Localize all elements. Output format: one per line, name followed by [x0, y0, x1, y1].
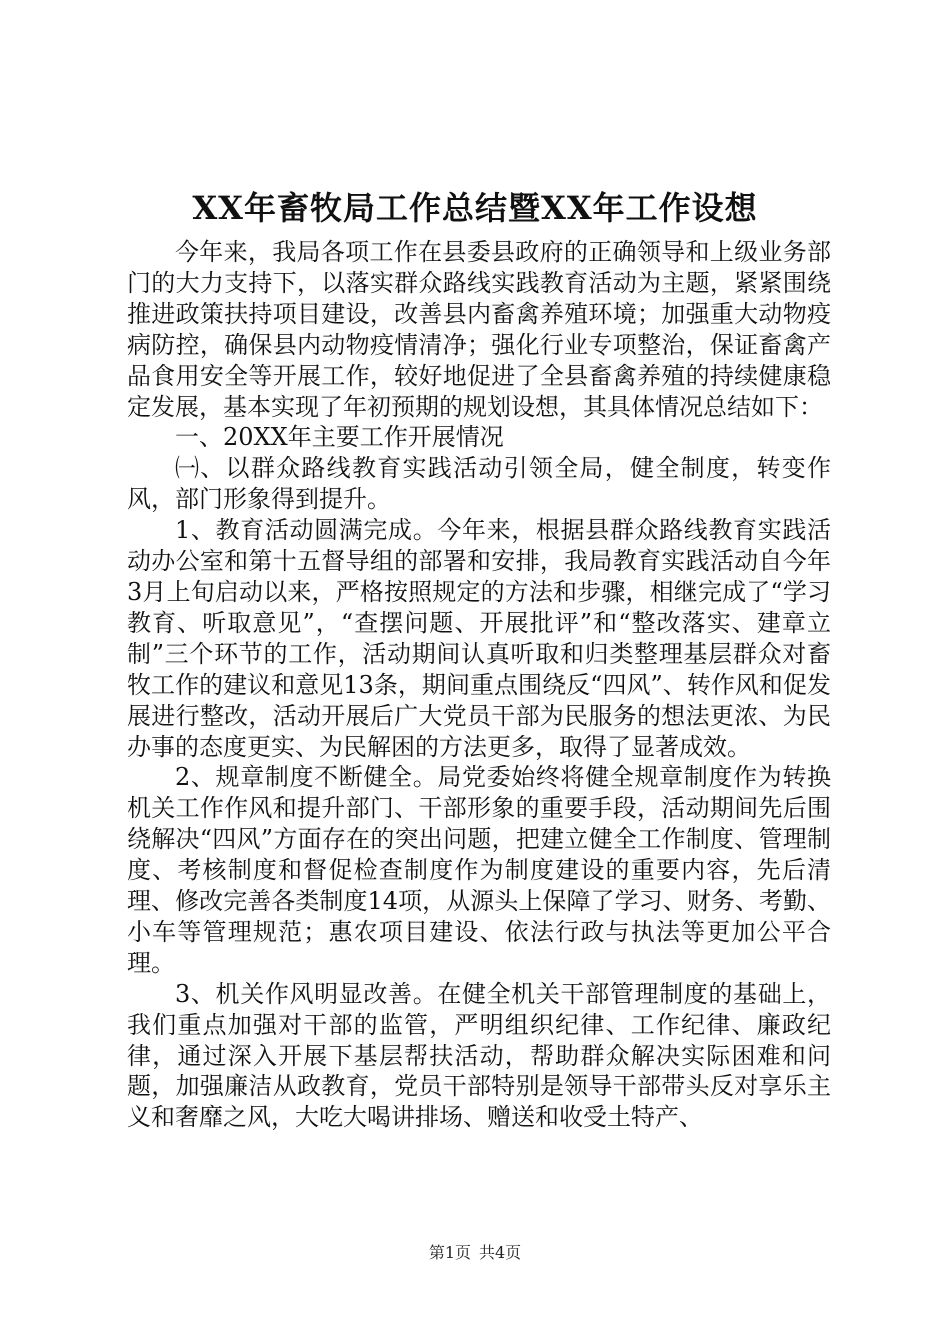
paragraph-item-3: 3、机关作风明显改善。在健全机关干部管理制度的基础上，我们重点加强对干部的监管，严明组织纪律、工作纪律、廉政纪律，通过深入开展下基层帮扶活动，帮助群众解决实际困难和问题，加强廉洁从政教育，党员干部特别是领导干部带头反对享乐主义和奢靡之风，大吃大喝讲排场、赠送和收受土特产、	[127, 979, 831, 1132]
paragraph-item-1: 1、教育活动圆满完成。今年来，根据县群众路线教育实践活动办公室和第十五督导组的部署和安排，我局教育实践活动自今年3月上旬启动以来，严格按照规定的方法和步骤，相继完成了“学习教育、听取意见”，“查摆问题、开展批评”和“整改落实、建章立制”三个环节的工作，活动期间认真听取和归类整理基层群众对畜牧工作的建议和意见13条，期间重点围绕反“四风”、转作风和促发展进行整改，活动开展后广大党员干部为民服务的想法更浓、为民办事的态度更实、为民解困的方法更多，取得了显著成效。	[127, 516, 831, 761]
section-heading-1: 一、20XX年主要工作开展情况	[175, 423, 504, 452]
page-total: 共4页	[479, 1243, 522, 1262]
subsection-heading-1: ㈠、以群众路线教育实践活动引领全局，健全制度，转变作风，部门形象得到提升。	[127, 454, 831, 514]
paragraph-intro: 今年来，我局各项工作在县委县政府的正确领导和上级业务部门的大力支持下，以落实群众路线实践教育活动为主题，紧紧围绕推进政策扶持项目建设，改善县内畜禽养殖环境；加强重大动物疫病防控，确保县内动物疫情清净；强化行业专项整治，保证畜禽产品食用安全等开展工作，较好地促进了全县畜禽养殖的持续健康稳定发展，基本实现了年初预期的规划设想，其具体情况总结如下：	[127, 238, 831, 421]
document-title: XX年畜牧局工作总结暨XX年工作设想	[192, 189, 758, 227]
document-body	[127, 237, 831, 1133]
paragraph-item-2: 2、规章制度不断健全。局党委始终将健全规章制度作为转换机关工作作风和提升部门、干部形象的重要手段，活动期间先后围绕解决“四风”方面存在的突出问题，把建立健全工作制度、管理制度、考核制度和督促检查制度作为制度建设的重要内容，先后清理、修改完善各类制度14项，从源头上保障了学习、财务、考勤、小车等管理规范；惠农项目建设、依法行政与执法等更加公平合理。	[127, 763, 831, 977]
page-number: 第1页	[428, 1243, 471, 1262]
page-footer	[0, 1243, 950, 1263]
